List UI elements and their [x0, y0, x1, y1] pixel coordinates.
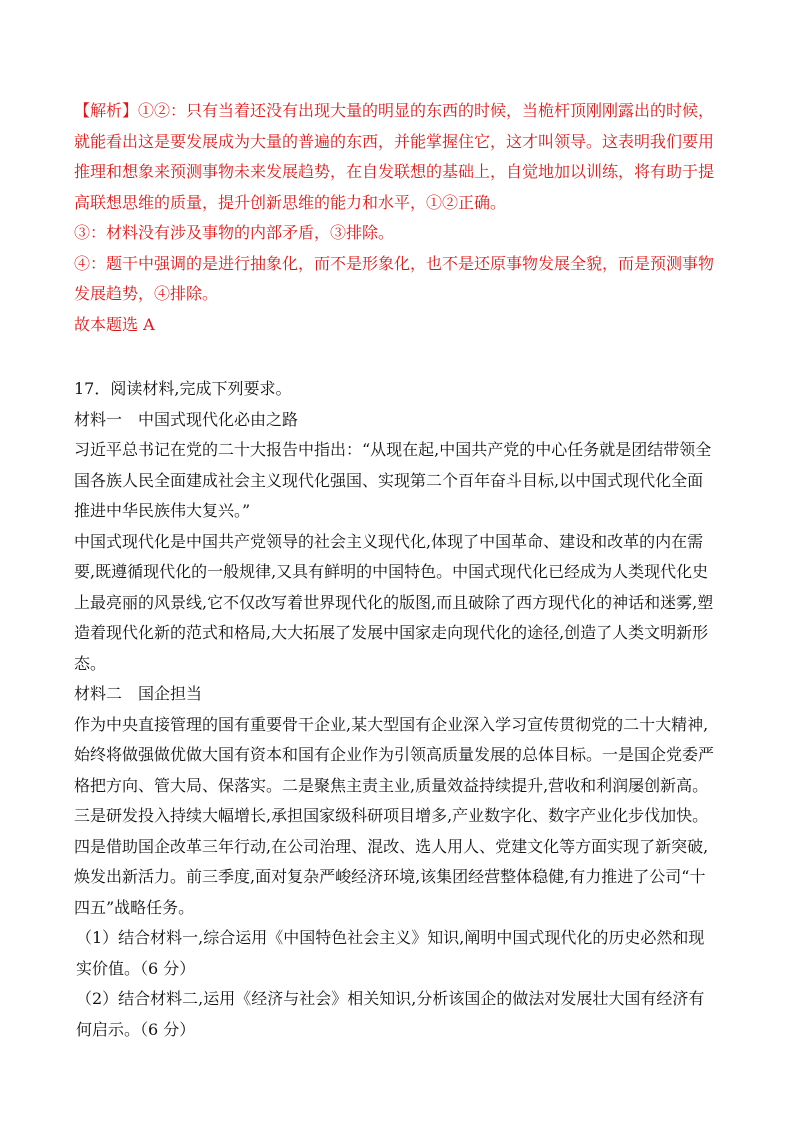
question-17 — [74, 374, 714, 1045]
material-1-paragraph-2: 中国式现代化是中国共产党领导的社会主义现代化,体现了中国革命、建设和改革的内在需要,既遵循现代化的一般规律,又具有鲜明的中国特色。中国式现代化已经成为人类现代化史上最亮丽的风景线,它不仅改写着世界现代化的版图,而且破除了西方现代化的神话和迷雾,塑造着现代化新的范式和格局,大大拓展了发展中国家走向现代化的途径,创造了人类文明新形态。 — [74, 531, 714, 673]
analysis-paragraph-2: ③：材料没有涉及事物的内部矛盾，③排除。 — [74, 223, 395, 242]
question-title: 17．阅读材料,完成下列要求。 — [74, 379, 292, 398]
sub-question-2: （2）结合材料二,运用《经济与社会》相关知识,分析该国企的做法对发展壮大国有经济有何启示。（6 分） — [76, 989, 705, 1039]
analysis-paragraph-3: ④：题干中强调的是进行抽象化，而不是形象化，也不是还原事物发展全貌，而是预测事物发展趋势，④排除。 — [74, 253, 715, 303]
material-1-paragraph-1: 习近平总书记在党的二十大报告中指出：“从现在起,中国共产党的中心任务就是团结带领全国各族人民全面建成社会主义现代化强国、实现第二个百年奋斗目标,以中国式现代化全面推进中华民族伟大复兴。” — [74, 440, 712, 520]
material-1-heading: 材料一 中国式现代化必由之路 — [74, 409, 299, 429]
material-2-heading: 材料二 国企担当 — [74, 684, 203, 703]
analysis-answer: 故本题选 A — [74, 314, 155, 334]
material-2-paragraph-1: 作为中央直接管理的国有重要骨干企业,某大型国有企业深入学习宣传贯彻党的二十大精神,始终将做强做优做大国有资本和国有企业作为引领高质量发展的总体目标。一是国企党委严格把方向、管大局、保落实。二是聚焦主责主业,质量效益持续提升,营收和利润屡创新高。三是研发投入持续大幅增长,承担国家级科研项目增多,产业数字化、数字产业化步伐加快。四是借助国企改革三年行动,在公司治理、混改、选人用人、党建文化等方面实现了新突破,焕发出新活力。前三季度,面对复杂严峻经济环境,该集团经营整体稳健,有力推进了公司“十四五”战略任务。 — [74, 714, 715, 917]
answer-analysis — [74, 96, 714, 340]
analysis-paragraph-1: 【解析】①②：只有当着还没有出现大量的明显的东西的时候，当桅杆顶刚刚露出的时候，就能看出这是要发展成为大量的普遍的东西，并能掌握住它，这才叫领导。这表明我们要用推理和想象来预测事物未来发展趋势，在自发联想的基础上，自觉地加以训练，将有助于提高联想思维的质量，提升创新思维的能力和水平，①②正确。 — [74, 101, 715, 212]
sub-question-1: （1）结合材料一,综合运用《中国特色社会主义》知识,阐明中国式现代化的历史必然和现实价值。（6 分） — [76, 928, 705, 978]
